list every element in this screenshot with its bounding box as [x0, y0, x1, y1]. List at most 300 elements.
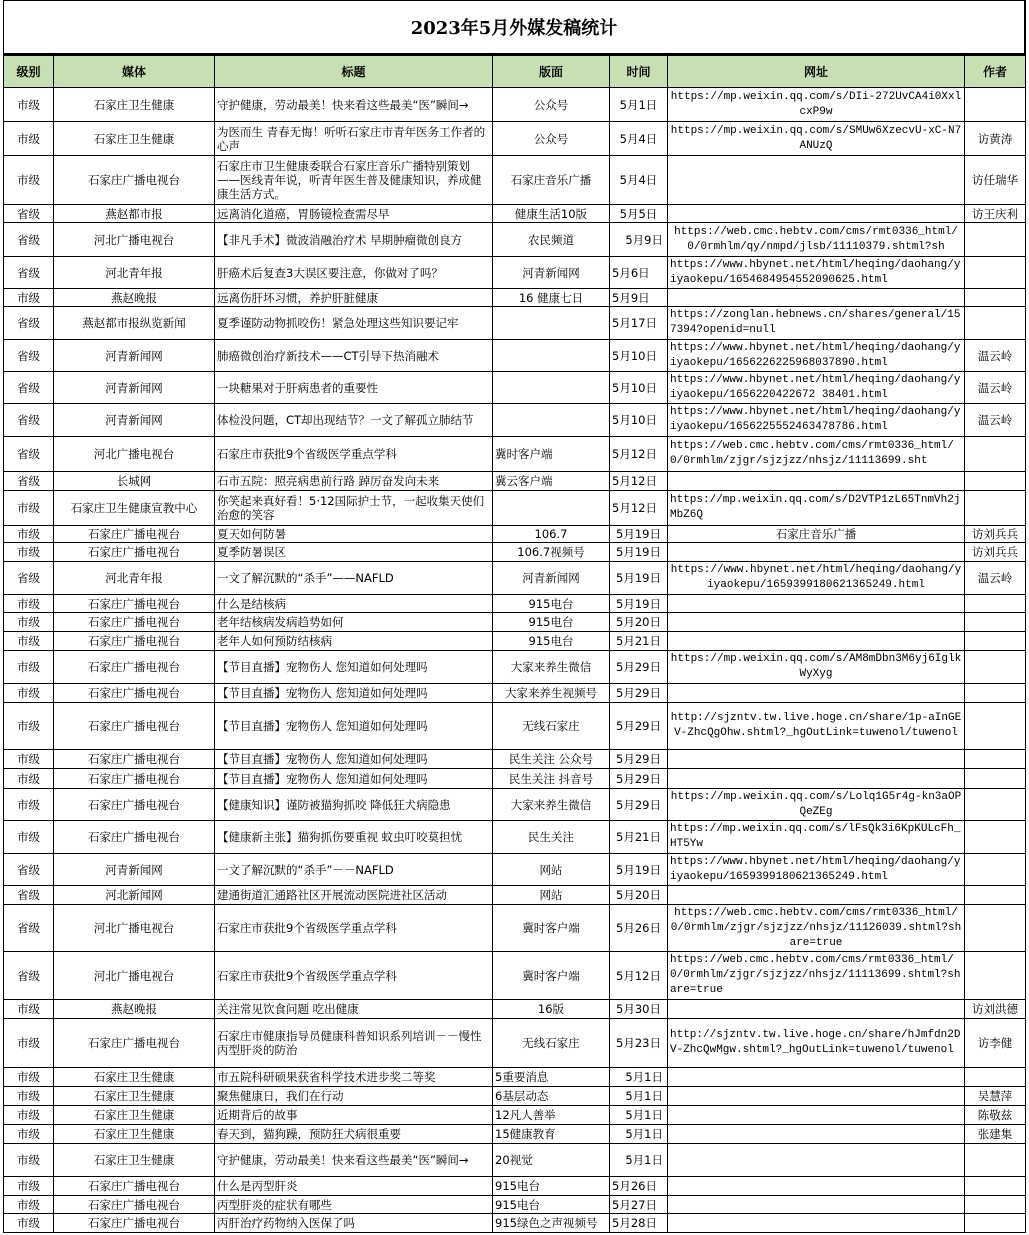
cell-author[interactable]	[965, 651, 1026, 684]
cell-section[interactable]: 915绿色之声视频号	[493, 1214, 610, 1233]
cell-media[interactable]: 石家庄广播电视台	[54, 526, 215, 543]
cell-media[interactable]: 石家庄卫生健康	[54, 1125, 215, 1144]
cell-media[interactable]: 石家庄卫生健康	[54, 88, 215, 122]
cell-title[interactable]: 肝癌术后复查3大误区要注意，你做对了吗？	[215, 257, 493, 289]
cell-title[interactable]: 石家庄市获批9个省级医学重点学科	[215, 437, 493, 472]
cell-level[interactable]: 省级	[4, 952, 54, 1000]
cell-title[interactable]: 夏季防暑误区	[215, 543, 493, 562]
cell-date[interactable]: 5月5日	[610, 205, 668, 223]
cell-url[interactable]	[668, 769, 965, 789]
cell-author[interactable]: 温云岭	[965, 340, 1026, 372]
cell-level[interactable]: 市级	[4, 651, 54, 684]
cell-url[interactable]	[668, 1144, 965, 1177]
cell-author[interactable]: 访刘兵兵	[965, 543, 1026, 562]
cell-media[interactable]: 燕赵晚报	[54, 1000, 215, 1019]
cell-title[interactable]: 一文了解沉默的“杀手”－－NAFLD	[215, 854, 493, 886]
cell-media[interactable]: 石家庄广播电视台	[54, 750, 215, 769]
cell-level[interactable]: 市级	[4, 1196, 54, 1214]
cell-url[interactable]: https://www.hbynet.net/html/heqing/daohang/yiyaokepu/1659399180621365249.html	[668, 562, 965, 595]
cell-media[interactable]: 石家庄卫生健康	[54, 122, 215, 156]
cell-section[interactable]: 915电台	[493, 1196, 610, 1214]
cell-author[interactable]: 温云岭	[965, 372, 1026, 404]
cell-author[interactable]	[965, 769, 1026, 789]
cell-section[interactable]: 915电台	[493, 613, 610, 632]
cell-date[interactable]: 5月29日	[610, 769, 668, 789]
cell-date[interactable]: 5月1日	[610, 88, 668, 122]
cell-level[interactable]: 市级	[4, 122, 54, 156]
cell-title[interactable]: 【健康新主张】猫狗抓伤要重视 蚊虫叮咬莫担忧	[215, 821, 493, 854]
cell-level[interactable]: 市级	[4, 1019, 54, 1068]
cell-url[interactable]	[668, 1125, 965, 1144]
cell-section[interactable]	[493, 372, 610, 404]
cell-level[interactable]: 市级	[4, 1087, 54, 1106]
table-row	[4, 595, 1026, 613]
cell-url[interactable]: https://www.hbynet.net/html/heqing/daohang/yiyaokepu/1654684954552090625.html	[668, 257, 965, 289]
cell-url[interactable]: https://web.cmc.hebtv.com/cms/rmt0336_html/0/0rmhlm/zjgr/sjzjzz/nhsjz/11113699.shtml?share=true	[668, 952, 965, 1000]
cell-date[interactable]: 5月29日	[610, 750, 668, 769]
cell-level[interactable]: 省级	[4, 886, 54, 905]
cell-media[interactable]: 河青新闻网	[54, 854, 215, 886]
cell-url[interactable]	[668, 613, 965, 632]
cell-media[interactable]: 石家庄广播电视台	[54, 543, 215, 562]
cell-media[interactable]: 石家庄卫生健康	[54, 1144, 215, 1177]
cell-date[interactable]: 5月4日	[610, 122, 668, 156]
cell-author[interactable]: 访任瑞华	[965, 156, 1026, 205]
cell-url[interactable]	[668, 1087, 965, 1106]
cell-media[interactable]: 石家庄广播电视台	[54, 1196, 215, 1214]
cell-media[interactable]: 河北广播电视台	[54, 952, 215, 1000]
cell-media[interactable]: 石家庄广播电视台	[54, 789, 215, 821]
cell-level[interactable]: 省级	[4, 854, 54, 886]
cell-url[interactable]	[668, 289, 965, 307]
cell-author[interactable]	[965, 1144, 1026, 1177]
cell-section[interactable]: 大家来养生微信	[493, 651, 610, 684]
cell-title[interactable]: 什么是结核病	[215, 595, 493, 613]
col-header-media[interactable]: 媒体	[54, 56, 215, 88]
cell-level[interactable]: 省级	[4, 437, 54, 472]
cell-media[interactable]: 河北新闻网	[54, 886, 215, 905]
table-row	[4, 769, 1026, 789]
cell-url[interactable]: https://mp.weixin.qq.com/s/Lolq1G5r4g-kn3aOPQeZEg	[668, 789, 965, 821]
cell-author[interactable]	[965, 613, 1026, 632]
cell-level[interactable]: 市级	[4, 1106, 54, 1125]
cell-level[interactable]: 省级	[4, 905, 54, 952]
cell-level[interactable]: 省级	[4, 404, 54, 437]
cell-author[interactable]	[965, 821, 1026, 854]
cell-media[interactable]: 石家庄广播电视台	[54, 1214, 215, 1233]
cell-title[interactable]: 远离消化道癌，胃肠镜检查需尽早	[215, 205, 493, 223]
cell-author[interactable]	[965, 632, 1026, 651]
cell-section[interactable]: 网站	[493, 854, 610, 886]
cell-url[interactable]: https://mp.weixin.qq.com/s/SMUw6XzecvU-xC-N7ANUzQ	[668, 122, 965, 156]
cell-title[interactable]: 远离伤肝坏习惯，养护肝脏健康	[215, 289, 493, 307]
cell-title[interactable]: 一块糖果对于肝病患者的重要性	[215, 372, 493, 404]
cell-date[interactable]: 5月10日	[610, 340, 668, 372]
cell-media[interactable]: 石家庄广播电视台	[54, 769, 215, 789]
cell-title[interactable]: 守护健康，劳动最美！快来看这些最美“医”瞬间→	[215, 88, 493, 122]
cell-author[interactable]	[965, 223, 1026, 257]
cell-url[interactable]	[668, 886, 965, 905]
table-row	[4, 156, 1026, 205]
cell-title[interactable]: 【健康知识】谨防被猫狗抓咬 降低狂犬病隐患	[215, 789, 493, 821]
cell-url[interactable]	[668, 1177, 965, 1196]
cell-title[interactable]: 你笑起来真好看！5·12国际护士节，一起收集天使们治愈的笑容	[215, 491, 493, 526]
cell-media[interactable]: 河青新闻网	[54, 372, 215, 404]
cell-author[interactable]: 访王庆利	[965, 205, 1026, 223]
cell-media[interactable]: 石家庄卫生健康	[54, 1087, 215, 1106]
cell-level[interactable]: 市级	[4, 821, 54, 854]
cell-title[interactable]: 建通街道汇通路社区开展流动医院进社区活动	[215, 886, 493, 905]
cell-date[interactable]: 5月12日	[610, 952, 668, 1000]
cell-date[interactable]: 5月17日	[610, 307, 668, 340]
cell-author[interactable]	[965, 854, 1026, 886]
cell-author[interactable]	[965, 595, 1026, 613]
cell-url[interactable]	[668, 543, 965, 562]
cell-url[interactable]	[668, 632, 965, 651]
cell-title[interactable]: 石家庄市获批9个省级医学重点学科	[215, 905, 493, 952]
cell-author[interactable]: 访李健	[965, 1019, 1026, 1068]
cell-level[interactable]: 省级	[4, 223, 54, 257]
cell-author[interactable]: 温云岭	[965, 562, 1026, 595]
cell-media[interactable]: 石家庄广播电视台	[54, 651, 215, 684]
table-row	[4, 821, 1026, 854]
table-row	[4, 684, 1026, 703]
cell-url[interactable]	[668, 595, 965, 613]
cell-author[interactable]: 陈敬兹	[965, 1106, 1026, 1125]
cell-title[interactable]: 聚焦健康日，我们在行动	[215, 1087, 493, 1106]
cell-title[interactable]: 夏季谨防动物抓咬伤！紧急处理这些知识要记牢	[215, 307, 493, 340]
cell-title[interactable]: 【节目直播】宠物伤人 您知道如何处理吗	[215, 684, 493, 703]
cell-level[interactable]: 市级	[4, 703, 54, 750]
cell-author[interactable]	[965, 1214, 1026, 1233]
cell-url[interactable]: https://mp.weixin.qq.com/s/DIi-272UvCA4i0XxlcxP9w	[668, 88, 965, 122]
col-header-section[interactable]: 版面	[493, 56, 610, 88]
cell-author[interactable]	[965, 257, 1026, 289]
cell-section[interactable]: 公众号	[493, 122, 610, 156]
cell-section[interactable]	[493, 307, 610, 340]
cell-date[interactable]: 5月10日	[610, 372, 668, 404]
cell-level[interactable]: 市级	[4, 156, 54, 205]
cell-title[interactable]: 【节目直播】宠物伤人 您知道如何处理吗	[215, 703, 493, 750]
cell-author[interactable]	[965, 289, 1026, 307]
cell-title[interactable]: 春天到，猫狗躁，预防狂犬病很重要	[215, 1125, 493, 1144]
cell-url[interactable]	[668, 684, 965, 703]
cell-author[interactable]	[965, 905, 1026, 952]
cell-date[interactable]: 5月9日	[610, 289, 668, 307]
cell-title[interactable]: 【节目直播】宠物伤人 您知道如何处理吗	[215, 651, 493, 684]
cell-section[interactable]: 无线石家庄	[493, 1019, 610, 1068]
cell-url[interactable]: https://www.hbynet.net/html/heqing/daohang/yiyaokepu/1656226225968037890.html	[668, 340, 965, 372]
cell-date[interactable]: 5月29日	[610, 789, 668, 821]
cell-date[interactable]: 5月9日	[610, 223, 668, 257]
cell-date[interactable]: 5月20日	[610, 613, 668, 632]
cell-date[interactable]: 5月26日	[610, 1177, 668, 1196]
col-header-title[interactable]: 标题	[215, 56, 493, 88]
cell-date[interactable]: 5月10日	[610, 404, 668, 437]
cell-date[interactable]: 5月1日	[610, 1087, 668, 1106]
cell-section[interactable]	[493, 340, 610, 372]
cell-media[interactable]: 石家庄卫生健康宣教中心	[54, 491, 215, 526]
cell-url[interactable]: https://web.cmc.hebtv.com/cms/rmt0336_html/0/0rmhlm/qy/nmpd/jlsb/11110379.shtml?sh	[668, 223, 965, 257]
cell-title[interactable]: 石家庄市健康指导员健康科普知识系列培训－－慢性丙型肝炎的防治	[215, 1019, 493, 1068]
cell-level[interactable]: 市级	[4, 543, 54, 562]
cell-date[interactable]: 5月4日	[610, 156, 668, 205]
cell-url[interactable]: https://www.hbynet.net/html/heqing/daohang/yiyaokepu/1659399180621365249.html	[668, 854, 965, 886]
cell-media[interactable]: 河北广播电视台	[54, 223, 215, 257]
col-header-url[interactable]: 网址	[668, 56, 965, 88]
cell-url[interactable]	[668, 1214, 965, 1233]
cell-media[interactable]: 石家庄卫生健康	[54, 1106, 215, 1125]
cell-section[interactable]: 农民频道	[493, 223, 610, 257]
cell-level[interactable]: 市级	[4, 684, 54, 703]
cell-url[interactable]: https://mp.weixin.qq.com/s/lFsQk3i6KpKULcFh_HT5Yw	[668, 821, 965, 854]
cell-author[interactable]: 张建集	[965, 1125, 1026, 1144]
cell-author[interactable]	[965, 886, 1026, 905]
cell-level[interactable]: 市级	[4, 88, 54, 122]
cell-media[interactable]: 河北青年报	[54, 562, 215, 595]
cell-section[interactable]: 冀时客户端	[493, 437, 610, 472]
cell-url[interactable]: 石家庄音乐广播	[668, 526, 965, 543]
cell-date[interactable]: 5月19日	[610, 526, 668, 543]
cell-section[interactable]	[493, 491, 610, 526]
cell-section[interactable]: 河青新闻网	[493, 257, 610, 289]
cell-media[interactable]: 河北广播电视台	[54, 437, 215, 472]
cell-author[interactable]	[965, 307, 1026, 340]
cell-title[interactable]: 【节目直播】宠物伤人 您知道如何处理吗	[215, 750, 493, 769]
cell-date[interactable]: 5月19日	[610, 543, 668, 562]
cell-title[interactable]: 关注常见饮食问题 吃出健康	[215, 1000, 493, 1019]
cell-url[interactable]: https://web.cmc.hebtv.com/cms/rmt0336_html/0/0rmhlm/zjgr/sjzjzz/nhsjz/11113699.sht	[668, 437, 965, 472]
cell-date[interactable]: 5月21日	[610, 821, 668, 854]
cell-url[interactable]	[668, 205, 965, 223]
cell-date[interactable]: 5月12日	[610, 491, 668, 526]
cell-title[interactable]: 石市五院：照亮病患前行路 踔厉奋发向未来	[215, 472, 493, 491]
cell-author[interactable]	[965, 952, 1026, 1000]
cell-media[interactable]: 石家庄广播电视台	[54, 595, 215, 613]
cell-media[interactable]: 石家庄广播电视台	[54, 1019, 215, 1068]
cell-author[interactable]	[965, 703, 1026, 750]
cell-author[interactable]: 访黄涛	[965, 122, 1026, 156]
cell-title[interactable]: 什么是丙型肝炎	[215, 1177, 493, 1196]
cell-author[interactable]	[965, 1196, 1026, 1214]
cell-section[interactable]: 915电台	[493, 632, 610, 651]
cell-media[interactable]: 燕赵都市报	[54, 205, 215, 223]
cell-title[interactable]: 近期背后的故事	[215, 1106, 493, 1125]
cell-url[interactable]	[668, 156, 965, 205]
cell-title[interactable]: 丙型肝炎的症状有哪些	[215, 1196, 493, 1214]
cell-level[interactable]: 省级	[4, 205, 54, 223]
cell-media[interactable]: 河北广播电视台	[54, 905, 215, 952]
cell-level[interactable]: 省级	[4, 257, 54, 289]
cell-title[interactable]: 老年结核病发病趋势如何	[215, 613, 493, 632]
cell-title[interactable]: 【节目直播】宠物伤人 您知道如何处理吗	[215, 769, 493, 789]
cell-media[interactable]: 燕赵晚报	[54, 289, 215, 307]
cell-level[interactable]: 市级	[4, 613, 54, 632]
cell-date[interactable]: 5月19日	[610, 562, 668, 595]
cell-level[interactable]: 市级	[4, 595, 54, 613]
cell-date[interactable]: 5月12日	[610, 437, 668, 472]
cell-level[interactable]: 市级	[4, 526, 54, 543]
cell-section[interactable]: 大家来养生视频号	[493, 684, 610, 703]
cell-section[interactable]: 石家庄音乐广播	[493, 156, 610, 205]
cell-level[interactable]: 市级	[4, 789, 54, 821]
cell-url[interactable]	[668, 1000, 965, 1019]
cell-url[interactable]	[668, 1106, 965, 1125]
cell-section[interactable]	[493, 404, 610, 437]
cell-media[interactable]: 石家庄广播电视台	[54, 1177, 215, 1196]
col-header-author[interactable]: 作者	[965, 56, 1026, 88]
cell-date[interactable]: 5月19日	[610, 595, 668, 613]
cell-url[interactable]: http://sjzntv.tw.live.hoge.cn/share/1p-aInGEV-ZhcQgOhw.shtml?_hgOutLink=tuwenol/tuwenol	[668, 703, 965, 750]
cell-title[interactable]: 肺癌微创治疗新技术——CT引导下热消融术	[215, 340, 493, 372]
cell-level[interactable]: 市级	[4, 632, 54, 651]
cell-media[interactable]: 石家庄广播电视台	[54, 703, 215, 750]
cell-author[interactable]: 访刘洪德	[965, 1000, 1026, 1019]
cell-url[interactable]: https://www.hbynet.net/html/heqing/daohang/yiyaokepu/1656225552463478786.html	[668, 404, 965, 437]
cell-section[interactable]: 冀云客户端	[493, 472, 610, 491]
cell-date[interactable]: 5月29日	[610, 703, 668, 750]
cell-author[interactable]	[965, 684, 1026, 703]
cell-section[interactable]: 16 健康七日	[493, 289, 610, 307]
cell-date[interactable]: 5月30日	[610, 1000, 668, 1019]
cell-section[interactable]: 12凡人善举	[493, 1106, 610, 1125]
cell-date[interactable]: 5月23日	[610, 1019, 668, 1068]
cell-date[interactable]: 5月6日	[610, 257, 668, 289]
cell-section[interactable]: 20视觉	[493, 1144, 610, 1177]
cell-title[interactable]: 夏天如何防暑	[215, 526, 493, 543]
cell-level[interactable]: 市级	[4, 1177, 54, 1196]
cell-url[interactable]: https://www.hbynet.net/html/heqing/daohang/yiyaokepu/1656220422672 38401.html	[668, 372, 965, 404]
cell-level[interactable]: 市级	[4, 1214, 54, 1233]
cell-level[interactable]: 市级	[4, 289, 54, 307]
cell-section[interactable]: 915电台	[493, 1177, 610, 1196]
cell-url[interactable]	[668, 750, 965, 769]
cell-title[interactable]: 丙肝治疗药物纳入医保了吗	[215, 1214, 493, 1233]
cell-url[interactable]: https://mp.weixin.qq.com/s/D2VTP1zL65TnmVh2jMbZ6Q	[668, 491, 965, 526]
cell-title[interactable]: 为医而生 青春无悔！听听石家庄市青年医务工作者的心声	[215, 122, 493, 156]
cell-media[interactable]: 河北青年报	[54, 257, 215, 289]
cell-media[interactable]: 石家庄广播电视台	[54, 684, 215, 703]
cell-date[interactable]: 5月26日	[610, 905, 668, 952]
cell-url[interactable]: https://mp.weixin.qq.com/s/AM8mDbn3M6yj6IglkWyXyg	[668, 651, 965, 684]
cell-title[interactable]: 【非凡手术】微波消融治疗术 早期肿瘤微创良方	[215, 223, 493, 257]
cell-author[interactable]	[965, 437, 1026, 472]
cell-title[interactable]: 一文了解沉默的“杀手”——NAFLD	[215, 562, 493, 595]
cell-author[interactable]: 温云岭	[965, 404, 1026, 437]
cell-level[interactable]: 市级	[4, 1000, 54, 1019]
cell-author[interactable]	[965, 88, 1026, 122]
cell-date[interactable]: 5月28日	[610, 1214, 668, 1233]
cell-date[interactable]: 5月1日	[610, 1144, 668, 1177]
cell-date[interactable]: 5月12日	[610, 472, 668, 491]
cell-section[interactable]: 915电台	[493, 595, 610, 613]
cell-title[interactable]: 体检没问题，CT却出现结节？一文了解孤立肺结节	[215, 404, 493, 437]
col-header-date[interactable]: 时间	[610, 56, 668, 88]
cell-date[interactable]: 5月20日	[610, 886, 668, 905]
cell-section[interactable]: 网站	[493, 886, 610, 905]
cell-level[interactable]: 市级	[4, 491, 54, 526]
cell-section[interactable]: 无线石家庄	[493, 703, 610, 750]
cell-media[interactable]: 河青新闻网	[54, 404, 215, 437]
cell-level[interactable]: 省级	[4, 307, 54, 340]
cell-level[interactable]: 市级	[4, 1125, 54, 1144]
cell-date[interactable]: 5月1日	[610, 1106, 668, 1125]
cell-media[interactable]: 燕赵都市报纵览新闻	[54, 307, 215, 340]
cell-media[interactable]: 石家庄广播电视台	[54, 821, 215, 854]
table-row	[4, 613, 1026, 632]
col-header-level[interactable]: 级别	[4, 56, 54, 88]
cell-author[interactable]	[965, 491, 1026, 526]
cell-section[interactable]: 公众号	[493, 88, 610, 122]
cell-section[interactable]: 民生关注 公众号	[493, 750, 610, 769]
cell-media[interactable]: 石家庄广播电视台	[54, 613, 215, 632]
cell-date[interactable]: 5月29日	[610, 651, 668, 684]
cell-section[interactable]: 106.7	[493, 526, 610, 543]
cell-level[interactable]: 市级	[4, 750, 54, 769]
cell-url[interactable]	[668, 1068, 965, 1087]
cell-media[interactable]: 长城网	[54, 472, 215, 491]
cell-url[interactable]: https://zonglan.hebnews.cn/shares/general/157394?openid=null	[668, 307, 965, 340]
cell-level[interactable]: 市级	[4, 1068, 54, 1087]
cell-date[interactable]: 5月19日	[610, 854, 668, 886]
cell-section[interactable]: 106.7视频号	[493, 543, 610, 562]
cell-section[interactable]: 冀时客户端	[493, 905, 610, 952]
cell-author[interactable]	[965, 472, 1026, 491]
cell-section[interactable]: 健康生活10版	[493, 205, 610, 223]
cell-section[interactable]: 民生关注	[493, 821, 610, 854]
cell-author[interactable]	[965, 789, 1026, 821]
cell-author[interactable]	[965, 1068, 1026, 1087]
cell-author[interactable]	[965, 1177, 1026, 1196]
cell-title[interactable]: 石家庄市卫生健康委联合石家庄音乐广播特别策划——医线青年说，听青年医生普及健康知识，养成健康生活方式。	[215, 156, 493, 205]
cell-date[interactable]: 5月21日	[610, 632, 668, 651]
cell-section[interactable]: 5重要消息	[493, 1068, 610, 1087]
cell-level[interactable]: 省级	[4, 562, 54, 595]
cell-section[interactable]: 大家来养生微信	[493, 789, 610, 821]
cell-media[interactable]: 石家庄广播电视台	[54, 156, 215, 205]
cell-author[interactable]	[965, 750, 1026, 769]
cell-date[interactable]: 5月27日	[610, 1196, 668, 1214]
cell-section[interactable]: 15健康教育	[493, 1125, 610, 1144]
cell-date[interactable]: 5月1日	[610, 1068, 668, 1087]
cell-level[interactable]: 省级	[4, 372, 54, 404]
cell-url[interactable]	[668, 1196, 965, 1214]
cell-level[interactable]: 省级	[4, 472, 54, 491]
cell-level[interactable]: 市级	[4, 769, 54, 789]
cell-title[interactable]: 市五院科研硕果获省科学技术进步奖二等奖	[215, 1068, 493, 1087]
cell-url[interactable]: http://sjzntv.tw.live.hoge.cn/share/hJmfdn2DV-ZhcQwMgw.shtml?_hgOutLink=tuwenol/tuwenol	[668, 1019, 965, 1068]
cell-section[interactable]: 16版	[493, 1000, 610, 1019]
cell-level[interactable]: 市级	[4, 1144, 54, 1177]
cell-title[interactable]: 老年人如何预防结核病	[215, 632, 493, 651]
cell-section[interactable]: 民生关注 抖音号	[493, 769, 610, 789]
cell-section[interactable]: 冀时客户端	[493, 952, 610, 1000]
cell-section[interactable]: 河青新闻网	[493, 562, 610, 595]
cell-title[interactable]: 石家庄市获批9个省级医学重点学科	[215, 952, 493, 1000]
cell-media[interactable]: 河青新闻网	[54, 340, 215, 372]
cell-author[interactable]: 访刘兵兵	[965, 526, 1026, 543]
cell-media[interactable]: 石家庄卫生健康	[54, 1068, 215, 1087]
cell-url[interactable]: https://web.cmc.hebtv.com/cms/rmt0336_html/0/0rmhlm/zjgr/sjzjzz/nhsjz/11126039.shtml?share=true	[668, 905, 965, 952]
cell-author[interactable]: 吴慧萍	[965, 1087, 1026, 1106]
cell-title[interactable]: 守护健康，劳动最美！快来看这些最美“医”瞬间→	[215, 1144, 493, 1177]
cell-date[interactable]: 5月1日	[610, 1125, 668, 1144]
cell-section[interactable]: 6基层动态	[493, 1087, 610, 1106]
cell-media[interactable]: 石家庄广播电视台	[54, 632, 215, 651]
cell-level[interactable]: 省级	[4, 340, 54, 372]
cell-url[interactable]	[668, 472, 965, 491]
cell-date[interactable]: 5月29日	[610, 684, 668, 703]
